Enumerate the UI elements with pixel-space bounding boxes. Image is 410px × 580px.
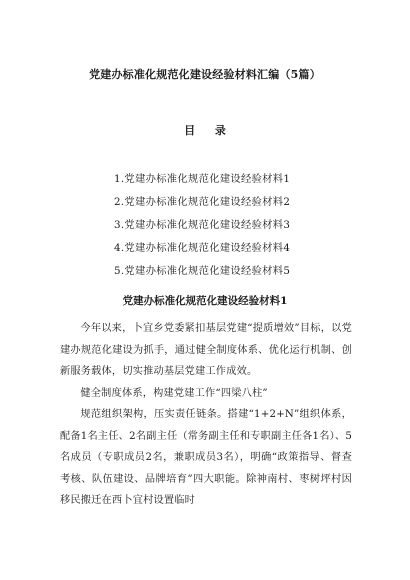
- toc-item: 1.党建办标准化规范化建设经验材料1: [114, 173, 291, 185]
- section-subheading: 健全制度体系，构建党建工作“四梁八柱”: [80, 387, 268, 399]
- section-title: 党建办标准化规范化建设经验材料1: [122, 295, 288, 307]
- toc-item: 4.党建办标准化规范化建设经验材料4: [114, 242, 291, 254]
- table-of-contents: [114, 168, 290, 283]
- document-title: 党建办标准化规范化建设经验材料汇编（5篇）: [89, 68, 321, 81]
- toc-item: 2.党建办标准化规范化建设经验材料2: [114, 196, 291, 208]
- body-paragraph: 规范组织架构，压实责任链条。搭建“1+2+N”组织体系，配备1名主任、2名副主任（常务副主任和专职副主任各1名）、5名成员（专职成员2名，兼职成员3名），明确“政策指导、督查考核、队伍建设、品牌培育”四大职能。除神南村、枣树坪村因移民搬迁在西卜宜村设置临时: [60, 409, 352, 506]
- body-text: [60, 318, 352, 512]
- toc-heading: 目 录: [184, 124, 234, 137]
- toc-item: 3.党建办标准化规范化建设经验材料3: [114, 219, 291, 231]
- body-paragraph: 今年以来，卜宜乡党委紧扣基层党建“提质增效”目标，以党建办规范化建设为抓手，通过健全制度体系、优化运行机制、创新服务载体，切实推动基层党建工作成效。: [60, 323, 352, 377]
- toc-item: 5.党建办标准化规范化建设经验材料5: [114, 265, 291, 277]
